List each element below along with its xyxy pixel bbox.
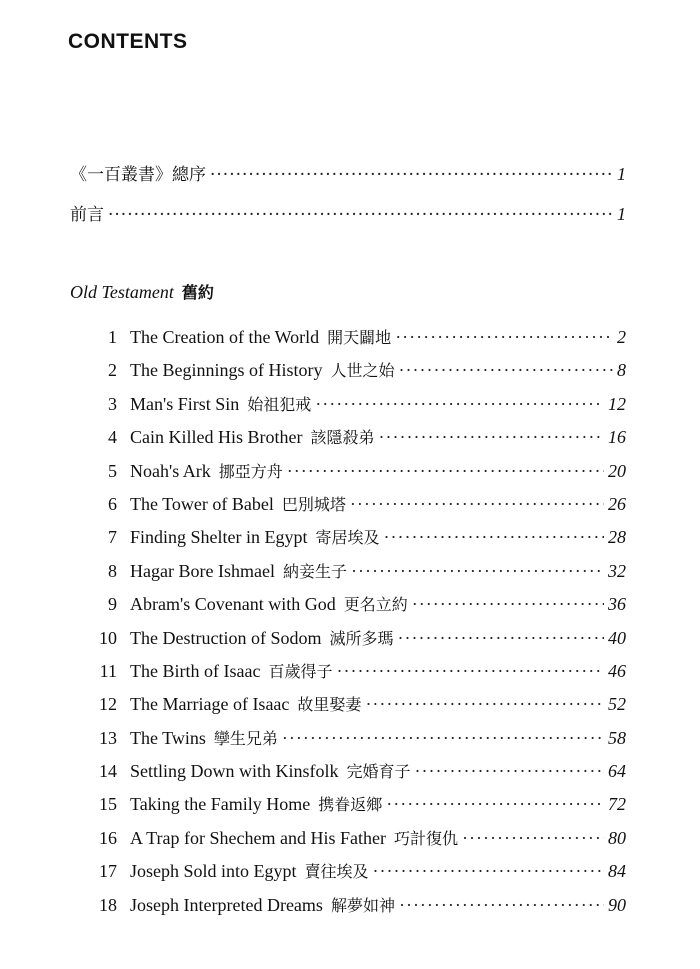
chapter-page-number: 26 [608, 493, 626, 514]
dot-leader [395, 327, 613, 348]
chapter-page-number: 52 [608, 694, 626, 715]
chapter-title-zh: 納妾生子 [282, 561, 347, 581]
toc-entry[interactable] [80, 492, 626, 525]
dot-leader [415, 761, 604, 782]
toc-entry[interactable] [80, 792, 626, 825]
chapter-number: 18 [99, 894, 117, 915]
chapter-title-zh: 完婚育子 [346, 762, 411, 782]
dot-leader [399, 895, 604, 916]
chapter-title-zh: 始祖犯戒 [247, 394, 312, 414]
toc-entry[interactable] [80, 692, 626, 725]
chapter-number: 4 [108, 427, 117, 448]
chapter-title: Finding Shelter in Egypt [130, 527, 308, 548]
toc-entry-series-preface[interactable] [70, 160, 626, 200]
toc-entry[interactable] [80, 759, 626, 792]
chapter-title-zh: 滅所多瑪 [329, 628, 394, 648]
toc-entry[interactable] [80, 392, 626, 425]
chapter-page-number: 90 [608, 894, 626, 915]
toc-entry[interactable] [80, 859, 626, 892]
chapter-title-zh: 巧計復仇 [393, 828, 458, 848]
chapter-title-zh: 人世之始 [330, 361, 395, 381]
dot-leader [398, 628, 605, 649]
chapter-title: The Creation of the World [130, 327, 320, 347]
toc-entry-foreword[interactable] [70, 200, 626, 240]
toc-entry[interactable] [80, 459, 626, 492]
chapter-title: The Birth of Isaac [130, 660, 261, 681]
chapter-number: 8 [108, 560, 117, 581]
chapter-number: 9 [108, 594, 117, 615]
chapter-title: A Trap for Shechem and His Father [130, 827, 386, 848]
chapter-page-number: 64 [608, 761, 626, 782]
section-title-zh: 舊約 [181, 283, 214, 302]
toc-entry[interactable] [80, 325, 626, 358]
chapter-title: Taking the Family Home [130, 794, 311, 815]
chapter-title-zh: 百歲得子 [268, 661, 333, 681]
chapter-title-zh: 賣往埃及 [304, 862, 369, 882]
chapter-number: 15 [99, 794, 117, 815]
dot-leader [336, 661, 604, 682]
dot-leader [399, 360, 614, 381]
toc-entry[interactable] [80, 592, 626, 625]
chapter-number: 11 [99, 660, 117, 681]
chapter-number: 6 [108, 493, 117, 514]
chapter-page-number: 28 [608, 527, 626, 548]
front-matter-list [70, 160, 626, 240]
chapter-page-number: 8 [617, 360, 626, 381]
chapter-title: Cain Killed His Brother [130, 427, 303, 448]
chapter-number: 12 [99, 694, 117, 715]
dot-leader [287, 461, 604, 482]
chapter-page-number: 72 [608, 794, 626, 815]
entry-title: 《一百叢書》總序 [70, 165, 206, 185]
chapter-title: The Marriage of Isaac [130, 694, 290, 715]
dot-leader [365, 694, 604, 715]
dot-leader [210, 165, 613, 185]
chapter-title: Joseph Interpreted Dreams [130, 894, 323, 915]
chapter-number: 13 [99, 727, 117, 748]
chapter-title-zh: 携眷返鄉 [318, 795, 383, 815]
chapter-number: 14 [99, 761, 117, 782]
chapter-number: 5 [108, 460, 117, 481]
chapter-number: 1 [108, 327, 117, 347]
chapter-title: Abram's Covenant with God [130, 594, 336, 615]
chapter-title-zh: 孿生兄弟 [213, 728, 278, 748]
chapter-title: The Twins [130, 727, 206, 748]
toc-entry[interactable] [80, 425, 626, 458]
chapter-title: Settling Down with Kinsfolk [130, 761, 339, 782]
toc-entry[interactable] [80, 726, 626, 759]
dot-leader [386, 794, 604, 815]
chapter-number: 17 [99, 861, 117, 882]
chapter-page-number: 36 [608, 594, 626, 615]
chapter-page-number: 84 [608, 861, 626, 882]
chapter-list [80, 325, 626, 926]
dot-leader [350, 494, 604, 515]
chapter-number: 2 [108, 360, 117, 381]
entry-page-number: 1 [617, 164, 626, 184]
entry-title: 前言 [70, 205, 104, 225]
chapter-page-number: 46 [608, 660, 626, 681]
toc-entry[interactable] [80, 659, 626, 692]
section-title-en: Old Testament [70, 282, 174, 302]
chapter-page-number: 16 [608, 427, 626, 448]
chapter-title-zh: 寄居埃及 [315, 528, 380, 548]
chapter-title: Noah's Ark [130, 460, 211, 481]
chapter-title-zh: 開天闢地 [327, 328, 392, 347]
chapter-title-zh: 故里娶妻 [297, 695, 362, 715]
chapter-title: The Beginnings of History [130, 360, 323, 381]
dot-leader [379, 427, 605, 448]
dot-leader [108, 205, 613, 225]
chapter-title-zh: 挪亞方舟 [218, 461, 283, 481]
dot-leader [462, 828, 604, 849]
toc-entry[interactable] [80, 826, 626, 859]
dot-leader [315, 394, 604, 415]
chapter-number: 10 [99, 627, 117, 648]
chapter-title: The Tower of Babel [130, 493, 274, 514]
page-title: CONTENTS [68, 30, 188, 53]
toc-entry[interactable] [80, 358, 626, 391]
chapter-title-zh: 解夢如神 [330, 895, 395, 915]
toc-entry[interactable] [80, 559, 626, 592]
chapter-title: Joseph Sold into Egypt [130, 861, 297, 882]
chapter-title: The Destruction of Sodom [130, 627, 322, 648]
dot-leader [351, 561, 604, 582]
dot-leader [282, 728, 604, 749]
chapter-page-number: 2 [617, 327, 626, 347]
chapter-page-number: 80 [608, 827, 626, 848]
chapter-page-number: 32 [608, 560, 626, 581]
chapter-title: Man's First Sin [130, 393, 240, 414]
dot-leader [412, 594, 604, 615]
chapter-number: 16 [99, 827, 117, 848]
chapter-page-number: 20 [608, 460, 626, 481]
chapter-page-number: 58 [608, 727, 626, 748]
chapter-page-number: 40 [608, 627, 626, 648]
chapter-title: Hagar Bore Ishmael [130, 560, 275, 581]
chapter-title-zh: 更名立約 [343, 595, 408, 615]
dot-leader [384, 527, 604, 548]
chapter-title-zh: 該隱殺弟 [310, 428, 375, 448]
toc-entry[interactable] [80, 525, 626, 558]
entry-page-number: 1 [617, 204, 626, 224]
chapter-number: 3 [108, 393, 117, 414]
dot-leader [373, 861, 604, 882]
chapter-title-zh: 巴別城塔 [281, 494, 346, 514]
toc-entry[interactable] [80, 893, 626, 926]
chapter-number: 7 [108, 527, 117, 548]
section-heading [70, 280, 214, 303]
toc-entry[interactable] [80, 626, 626, 659]
chapter-page-number: 12 [608, 393, 626, 414]
